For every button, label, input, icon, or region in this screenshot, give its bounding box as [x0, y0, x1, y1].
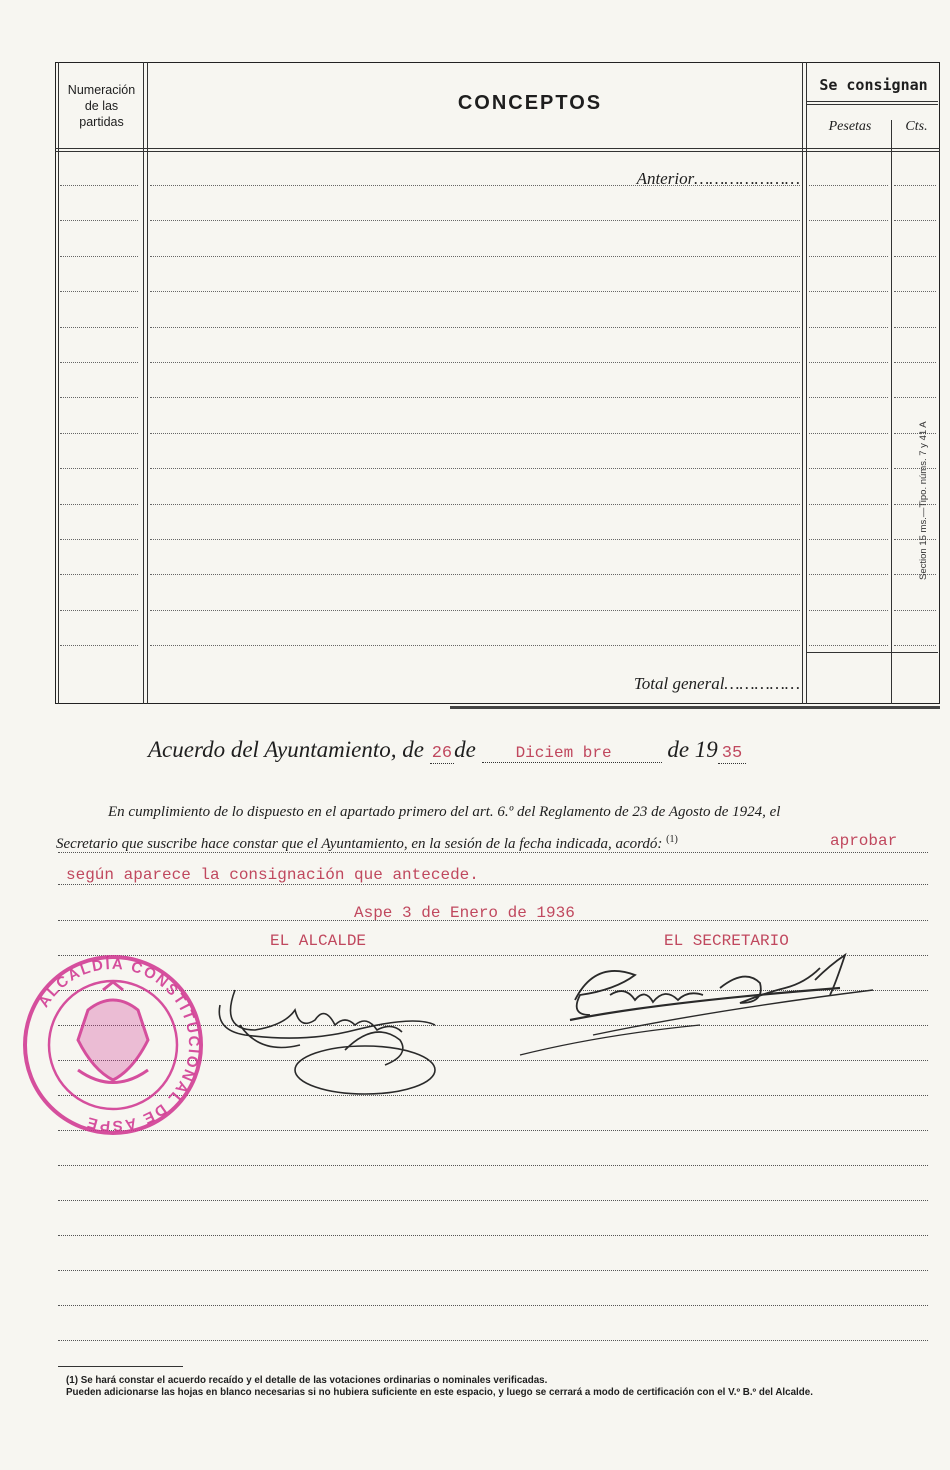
ledger-row-line	[150, 397, 800, 398]
writing-line	[58, 884, 928, 885]
ledger-row-line	[894, 256, 936, 257]
ledger-row-line	[150, 539, 800, 540]
alcalde-label: EL ALCALDE	[270, 932, 367, 950]
header-conceptos: CONCEPTOS	[457, 92, 603, 114]
writing-line	[58, 920, 928, 921]
body-line-2	[56, 834, 678, 853]
table-bottom-bar	[450, 706, 940, 709]
acuerdo-de: de	[454, 737, 476, 762]
body-line-1: En cumplimiento de lo dispuesto en el apartado primero del art. 6.º del Reglamento de 23 de Agosto de 1924, el	[108, 804, 781, 820]
col-sep-pesetas	[891, 120, 892, 704]
acuerdo-year: 35	[718, 744, 746, 764]
stamp-text: ALCALDÍA CONSTITUCIONAL DE ASPE	[35, 955, 203, 1135]
footnote-line-2: Pueden adicionarse las hojas en blanco necesarias si no hubiera suficiente en este espacio, y luego se cerrará a modo de certificación con el V.º B.º del Alcalde.	[66, 1387, 813, 1398]
ledger-row-line	[150, 645, 800, 646]
typed-consignacion: según aparece la consignación que antecede.	[66, 866, 479, 884]
col-sep-numeracion	[143, 62, 144, 704]
ledger-row-line	[809, 504, 888, 505]
ledger-row-line	[894, 291, 936, 292]
ledger-row-line	[60, 362, 138, 363]
ledger-row-line	[809, 185, 888, 186]
header-numeracion-line: Numeración	[67, 83, 136, 97]
writing-line	[58, 852, 928, 853]
ledger-row-line	[809, 645, 888, 646]
ledger-row-line	[150, 574, 800, 575]
ledger-row-line	[150, 220, 800, 221]
ledger-row-line	[894, 610, 936, 611]
ledger-row-line	[60, 539, 138, 540]
ledger-row-line	[60, 645, 138, 646]
footnote-rule	[58, 1366, 183, 1367]
typed-aprobar: aprobar	[830, 832, 898, 850]
header-bottom-rule-2	[55, 151, 940, 152]
ledger-row-line	[150, 610, 800, 611]
writing-line	[58, 1270, 928, 1271]
ledger-row-line	[894, 185, 936, 186]
ledger-row-line	[150, 362, 800, 363]
ledger-row-line	[60, 327, 138, 328]
ledger-row-line	[809, 256, 888, 257]
ledger-row-line	[60, 397, 138, 398]
header-consignan: Se consignan	[819, 76, 928, 94]
acuerdo-month: Diciem bre	[482, 744, 662, 763]
ledger-row-line	[894, 327, 936, 328]
printer-imprint: Section 15 ms.—Tipo. núms. 7 y 41 A	[918, 421, 929, 580]
ledger-row-line	[809, 610, 888, 611]
secretario-signature	[515, 950, 875, 1070]
ledger-row-line	[809, 327, 888, 328]
ledger-row-line	[809, 433, 888, 434]
col-sep-numeracion-2	[147, 62, 148, 704]
ledger-row-line	[60, 610, 138, 611]
ledger-row-line	[60, 185, 138, 186]
acuerdo-title-start: Acuerdo del Ayuntamiento, de	[148, 737, 424, 762]
ledger-row-line	[809, 468, 888, 469]
acuerdo-title	[148, 737, 746, 763]
col-sep-conceptos	[802, 62, 803, 704]
col-sep-conceptos-2	[806, 62, 807, 704]
ledger-row-line	[809, 220, 888, 221]
ledger-row-line	[60, 504, 138, 505]
header-numeracion	[59, 82, 144, 130]
writing-line	[58, 1165, 928, 1166]
ledger-row-line	[60, 468, 138, 469]
municipal-stamp	[18, 950, 208, 1140]
typed-place-date: Aspe 3 de Enero de 1936	[354, 904, 575, 922]
header-bottom-rule	[55, 148, 940, 149]
ledger-row-line	[150, 327, 800, 328]
footnote-mark: (1)	[666, 834, 678, 845]
ledger-row-line	[809, 291, 888, 292]
ledger-row-line	[894, 645, 936, 646]
ledger-row-line	[809, 539, 888, 540]
acuerdo-day: 26	[431, 744, 453, 763]
writing-line	[58, 1235, 928, 1236]
ledger-row-line	[150, 185, 800, 186]
ledger-row-line	[150, 433, 800, 434]
ledger-row-line	[150, 504, 800, 505]
anterior-label: Anterior…………………	[636, 169, 800, 188]
table-frame	[55, 62, 940, 704]
ledger-row-line	[60, 433, 138, 434]
left-double-line	[58, 62, 59, 704]
ledger-row-line	[150, 291, 800, 292]
header-pesetas: Pesetas	[828, 119, 872, 134]
ledger-row-line	[150, 256, 800, 257]
total-rule	[807, 652, 938, 653]
writing-line	[58, 1200, 928, 1201]
ledger-row-line	[60, 220, 138, 221]
total-general-label: Total general……………	[633, 674, 800, 693]
writing-line	[58, 1305, 928, 1306]
acuerdo-de-year: de 19	[667, 737, 718, 762]
header-numeracion-line: de las	[84, 99, 119, 113]
ledger-row-line	[60, 574, 138, 575]
ledger-row-line	[809, 362, 888, 363]
writing-line	[58, 1340, 928, 1341]
ledger-row-line	[150, 468, 800, 469]
secretario-label: EL SECRETARIO	[664, 932, 789, 950]
ledger-row-line	[60, 256, 138, 257]
header-numeracion-line: partidas	[79, 115, 124, 129]
ledger-table	[55, 62, 940, 704]
ledger-row-line	[809, 574, 888, 575]
ledger-row-line	[60, 291, 138, 292]
alcalde-signature	[215, 960, 455, 1100]
body-line-2-text: Secretario que suscribe hace constar que el Ayuntamiento, en la sesión de la fecha indicada, acordó:	[56, 836, 663, 852]
footnote-line-1: (1) Se hará constar el acuerdo recaído y el detalle de las votaciones ordinarias o nominales verificadas.	[66, 1375, 548, 1386]
header-cts: Cts.	[905, 119, 928, 134]
ledger-row-line	[894, 362, 936, 363]
ledger-row-line	[809, 397, 888, 398]
ledger-row-line	[894, 220, 936, 221]
